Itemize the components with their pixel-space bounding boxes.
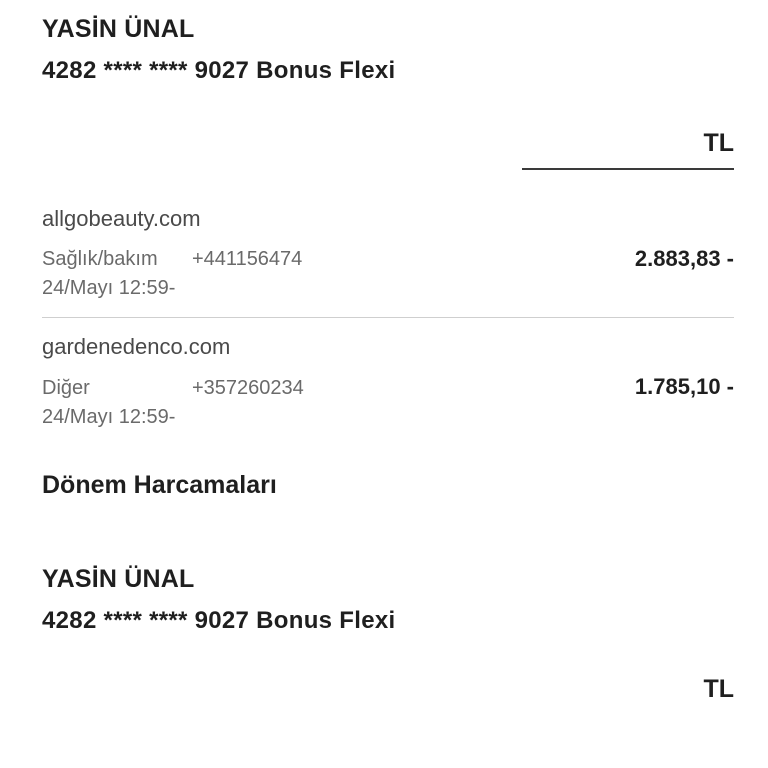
account-header xyxy=(42,14,734,86)
transaction-reference: +441156474 xyxy=(192,248,303,271)
transaction-amount: 1.785,10 - xyxy=(634,374,734,400)
transaction-merchant: gardenedenco.com xyxy=(42,334,231,360)
transaction-reference: +357260234 xyxy=(192,376,304,399)
cardholder-name: YASİN ÜNAL xyxy=(42,564,195,593)
transaction-details xyxy=(42,332,522,432)
card-number-and-product: 4282 **** **** 9027 Bonus Flexi xyxy=(42,606,396,634)
transaction-amount: 2.883,83 - xyxy=(634,245,734,271)
currency-header-box xyxy=(522,676,734,704)
currency-label: TL xyxy=(703,675,734,703)
transaction-meta xyxy=(42,245,522,274)
transaction-details xyxy=(42,204,522,304)
transaction-merchant: allgobeauty.com xyxy=(42,205,201,231)
currency-header-row-secondary xyxy=(42,676,734,704)
cardholder-name: YASİN ÜNAL xyxy=(42,15,195,43)
currency-underline xyxy=(522,168,734,170)
table-row[interactable] xyxy=(42,204,734,319)
transaction-list xyxy=(42,204,734,440)
card-number-and-product: 4282 **** **** 9027 Bonus Flexi xyxy=(42,57,396,84)
currency-header-row xyxy=(42,130,734,170)
account-header-secondary xyxy=(42,564,734,636)
currency-header-box xyxy=(522,130,734,170)
currency-label: TL xyxy=(703,129,734,157)
section-title-period-spending: Dönem Harcamaları xyxy=(42,470,277,499)
transaction-meta xyxy=(42,374,522,403)
transaction-category: Diğer xyxy=(42,376,90,399)
table-row[interactable] xyxy=(42,332,734,440)
transaction-date: 24/Mayı 12:59- xyxy=(42,277,176,300)
transaction-date: 24/Mayı 12:59- xyxy=(42,405,176,428)
transaction-category: Sağlık/bakım xyxy=(42,248,158,271)
